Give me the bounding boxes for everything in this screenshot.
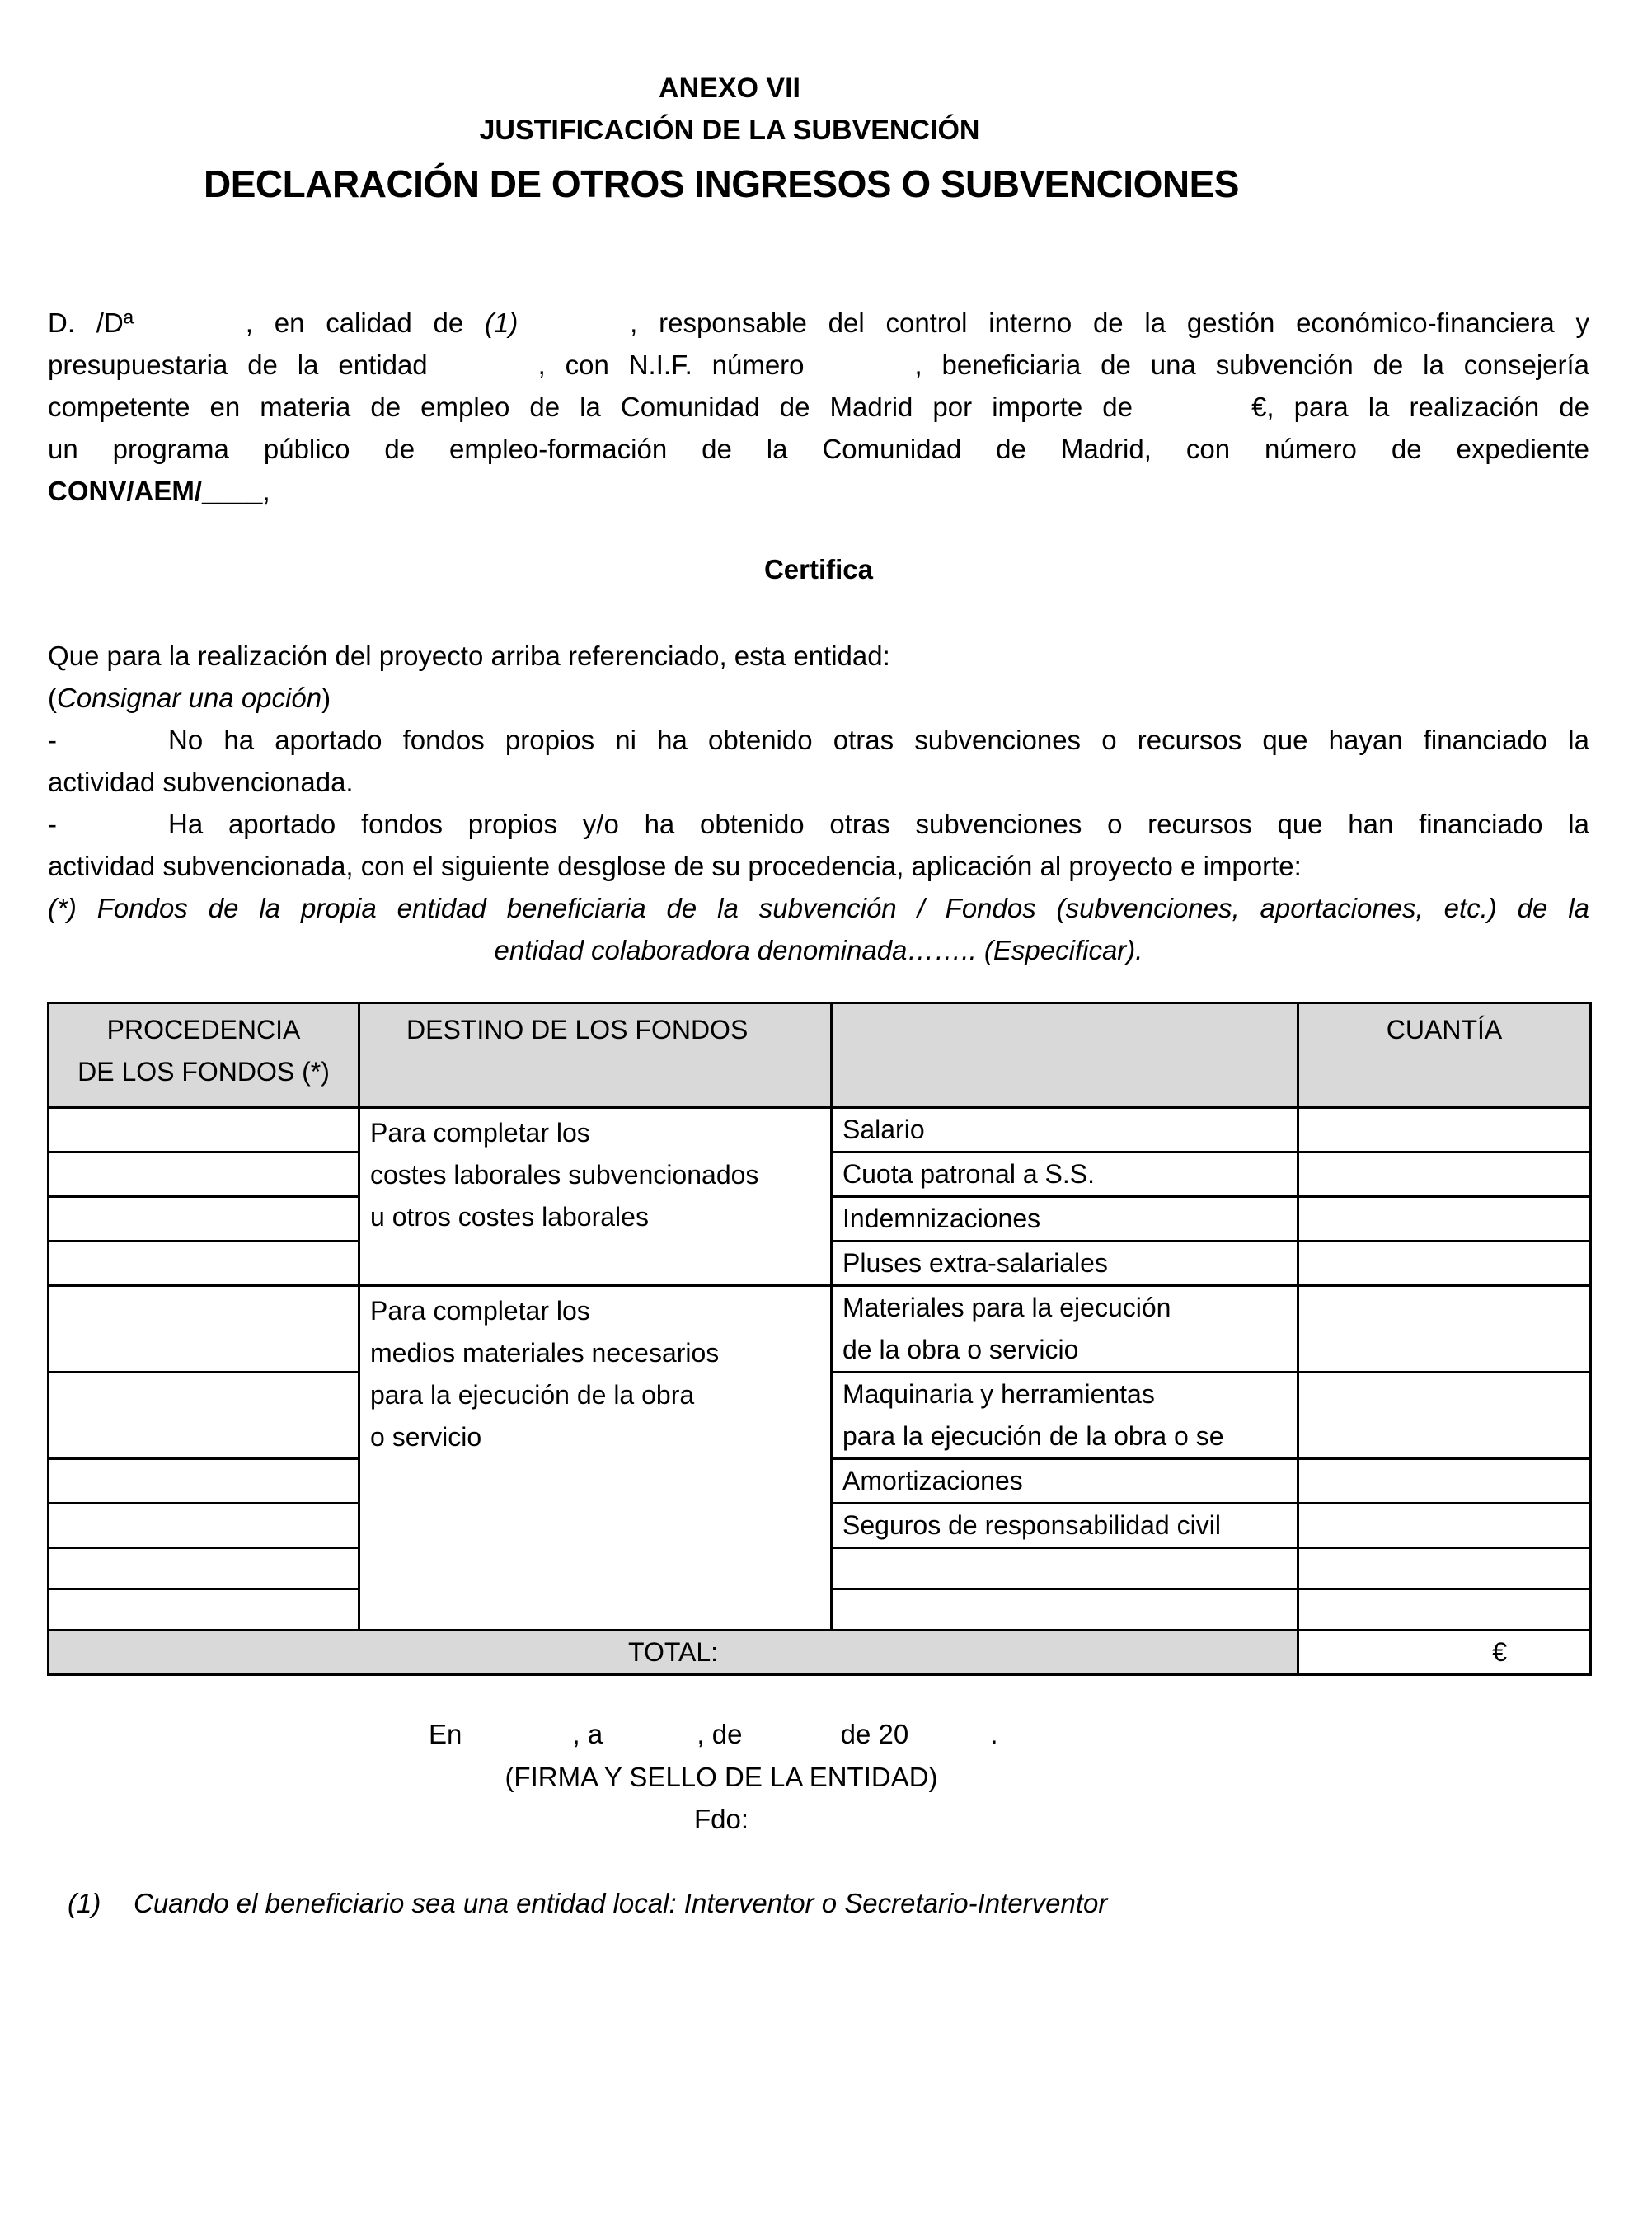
concepto-cell: Salario (832, 1108, 1298, 1152)
procedencia-cell[interactable] (49, 1108, 359, 1152)
cuantia-cell[interactable] (1298, 1286, 1591, 1373)
table-row (49, 1286, 1591, 1373)
signature-place-date (429, 1719, 998, 1750)
declaration-line-5 (48, 470, 1589, 512)
concepto-cell (832, 1373, 1298, 1459)
option-1-text-2: actividad subvencionada. (48, 767, 354, 797)
amount-label: competente en materia de empleo de la Comunidad de Madrid por importe de (48, 392, 1133, 422)
option-2-text-2: actividad subvencionada, con el siguiente desglose de su procedencia, aplicación al proyecto e importe: (48, 851, 1302, 881)
declaration-line-1 (48, 302, 1589, 344)
cuantia-cell[interactable] (1298, 1108, 1591, 1152)
cuantia-cell[interactable] (1298, 1459, 1591, 1504)
month-label: , de (697, 1719, 743, 1749)
declaration-paragraph (48, 302, 1589, 512)
declaration-line-2 (48, 344, 1589, 386)
cuantia-cell[interactable] (1298, 1197, 1591, 1242)
destino-line: costes laborales subvencionados (370, 1160, 759, 1190)
nif-label: , con N.I.F. número (537, 350, 805, 380)
option-2-text: Ha aportado fondos propios y/o ha obtenido otras subvenciones o recursos que han financiado la (168, 809, 1589, 839)
cuantia-cell[interactable] (1298, 1589, 1591, 1631)
footnote-ref: (1) (485, 307, 519, 338)
concepto-cell: Pluses extra-salariales (832, 1242, 1298, 1286)
dash-bullet-icon: - (48, 809, 57, 839)
document-title: DECLARACIÓN DE OTROS INGRESOS O SUBVENCIONES (204, 162, 1239, 205)
table-row (49, 1108, 1591, 1152)
footnote-number: (1) (68, 1888, 101, 1918)
signature-stamp-label: (FIRMA Y SELLO DE LA ENTIDAD) (505, 1762, 938, 1792)
concepto-line: Materiales para la ejecución (842, 1293, 1171, 1322)
destino-line: Para completar los (370, 1296, 590, 1326)
cuantia-cell[interactable] (1298, 1242, 1591, 1286)
concepto-cell: Amortizaciones (832, 1459, 1298, 1504)
header-destino: DESTINO DE LOS FONDOS (359, 1003, 832, 1108)
comma: , (262, 476, 270, 506)
expediente-number-field[interactable]: CONV/AEM/____ (48, 476, 263, 506)
funds-note-line-2: entidad colaboradora denominada…….. (Especificar). (494, 935, 1143, 965)
day-label: , a (572, 1719, 603, 1749)
procedencia-cell[interactable] (49, 1373, 359, 1459)
concepto-cell[interactable] (832, 1548, 1298, 1589)
program-text: un programa público de empleo-formación de la Comunidad de Madrid, con número de expediente (48, 434, 1589, 464)
concepto-line: para la ejecución de la obra o se (842, 1421, 1224, 1451)
paren-open: ( (48, 683, 57, 713)
destino-costes-laborales (359, 1108, 832, 1286)
intro-text (48, 635, 1589, 677)
concepto-cell: Indemnizaciones (832, 1197, 1298, 1242)
declaration-line-3 (48, 386, 1589, 428)
capacity-label: , en calidad de (245, 307, 486, 338)
table-header-row (49, 1003, 1591, 1108)
procedencia-cell[interactable] (49, 1197, 359, 1242)
option-2-continued (48, 845, 1589, 887)
certification-body (48, 635, 1589, 971)
option-1-text: No ha aportado fondos propios ni ha obtenido otras subvenciones o recursos que hayan financiado la (168, 725, 1589, 755)
destino-line: u otros costes laborales (370, 1202, 649, 1232)
header-concepto (832, 1003, 1298, 1108)
procedencia-cell[interactable] (49, 1459, 359, 1504)
responsibility-text: , responsable del control interno de la gestión económico-financiera y (630, 307, 1590, 338)
footnote (68, 1888, 1107, 1919)
total-label: TOTAL: (49, 1631, 1298, 1675)
entity-label: presupuestaria de la entidad (48, 350, 428, 380)
annex-label: ANEXO VII (659, 73, 800, 104)
procedencia-cell[interactable] (49, 1286, 359, 1373)
option-1[interactable] (48, 719, 1589, 761)
year-label: de 20 (840, 1719, 909, 1749)
option-2[interactable] (48, 803, 1589, 845)
cuantia-cell[interactable] (1298, 1548, 1591, 1589)
concepto-cell: Cuota patronal a S.S. (832, 1152, 1298, 1197)
procedencia-cell[interactable] (49, 1152, 359, 1197)
intro-label: Que para la realización del proyecto arriba referenciado, esta entidad: (48, 641, 890, 671)
procedencia-cell[interactable] (49, 1504, 359, 1548)
procedencia-cell[interactable] (49, 1242, 359, 1286)
destino-medios-materiales (359, 1286, 832, 1631)
procedencia-cell[interactable] (49, 1548, 359, 1589)
option-instruction-text: Consignar una opción (57, 683, 322, 713)
header-cuantia: CUANTÍA (1298, 1003, 1591, 1108)
concepto-cell[interactable] (832, 1589, 1298, 1631)
option-instruction (48, 677, 1589, 719)
destino-line: Para completar los (370, 1118, 590, 1148)
funds-note-line-1: (*) Fondos de la propia entidad beneficiaria de la subvención / Fondos (subvenciones, aportaciones, etc.) de la (48, 893, 1589, 923)
cuantia-cell[interactable] (1298, 1504, 1591, 1548)
document-subtitle: JUSTIFICACIÓN DE LA SUBVENCIÓN (479, 115, 980, 146)
period: . (990, 1719, 998, 1749)
destino-line: o servicio (370, 1422, 482, 1452)
destino-line: para la ejecución de la obra (370, 1380, 695, 1410)
declaration-line-4 (48, 428, 1589, 470)
header-procedencia-line2: DE LOS FONDOS (*) (77, 1057, 330, 1087)
realization-text: €, para la realización de (1251, 392, 1590, 422)
destino-line: medios materiales necesarios (370, 1338, 720, 1368)
dash-bullet-icon: - (48, 725, 57, 755)
total-amount-cell[interactable]: € (1298, 1631, 1591, 1675)
concepto-line: de la obra o servicio (842, 1335, 1079, 1364)
option-1-continued (48, 761, 1589, 803)
header-procedencia (49, 1003, 359, 1108)
procedencia-cell[interactable] (49, 1589, 359, 1631)
concepto-cell: Seguros de responsabilidad civil (832, 1504, 1298, 1548)
name-label: D. /Dª (48, 307, 134, 338)
place-label: En (429, 1719, 462, 1749)
cuantia-cell[interactable] (1298, 1152, 1591, 1197)
beneficiary-text: , beneficiaria de una subvención de la consejería (914, 350, 1590, 380)
funds-table (47, 1002, 1592, 1676)
certifica-heading: Certifica (763, 554, 874, 584)
footnote-text: Cuando el beneficiario sea una entidad local: Interventor o Secretario-Interventor (134, 1888, 1108, 1918)
concepto-line: Maquinaria y herramientas (842, 1379, 1155, 1409)
signed-by-label: Fdo: (693, 1804, 749, 1834)
concepto-cell (832, 1286, 1298, 1373)
total-row (49, 1631, 1591, 1675)
paren-close: ) (321, 683, 331, 713)
cuantia-cell[interactable] (1298, 1373, 1591, 1459)
header-procedencia-line1: PROCEDENCIA (106, 1015, 301, 1044)
